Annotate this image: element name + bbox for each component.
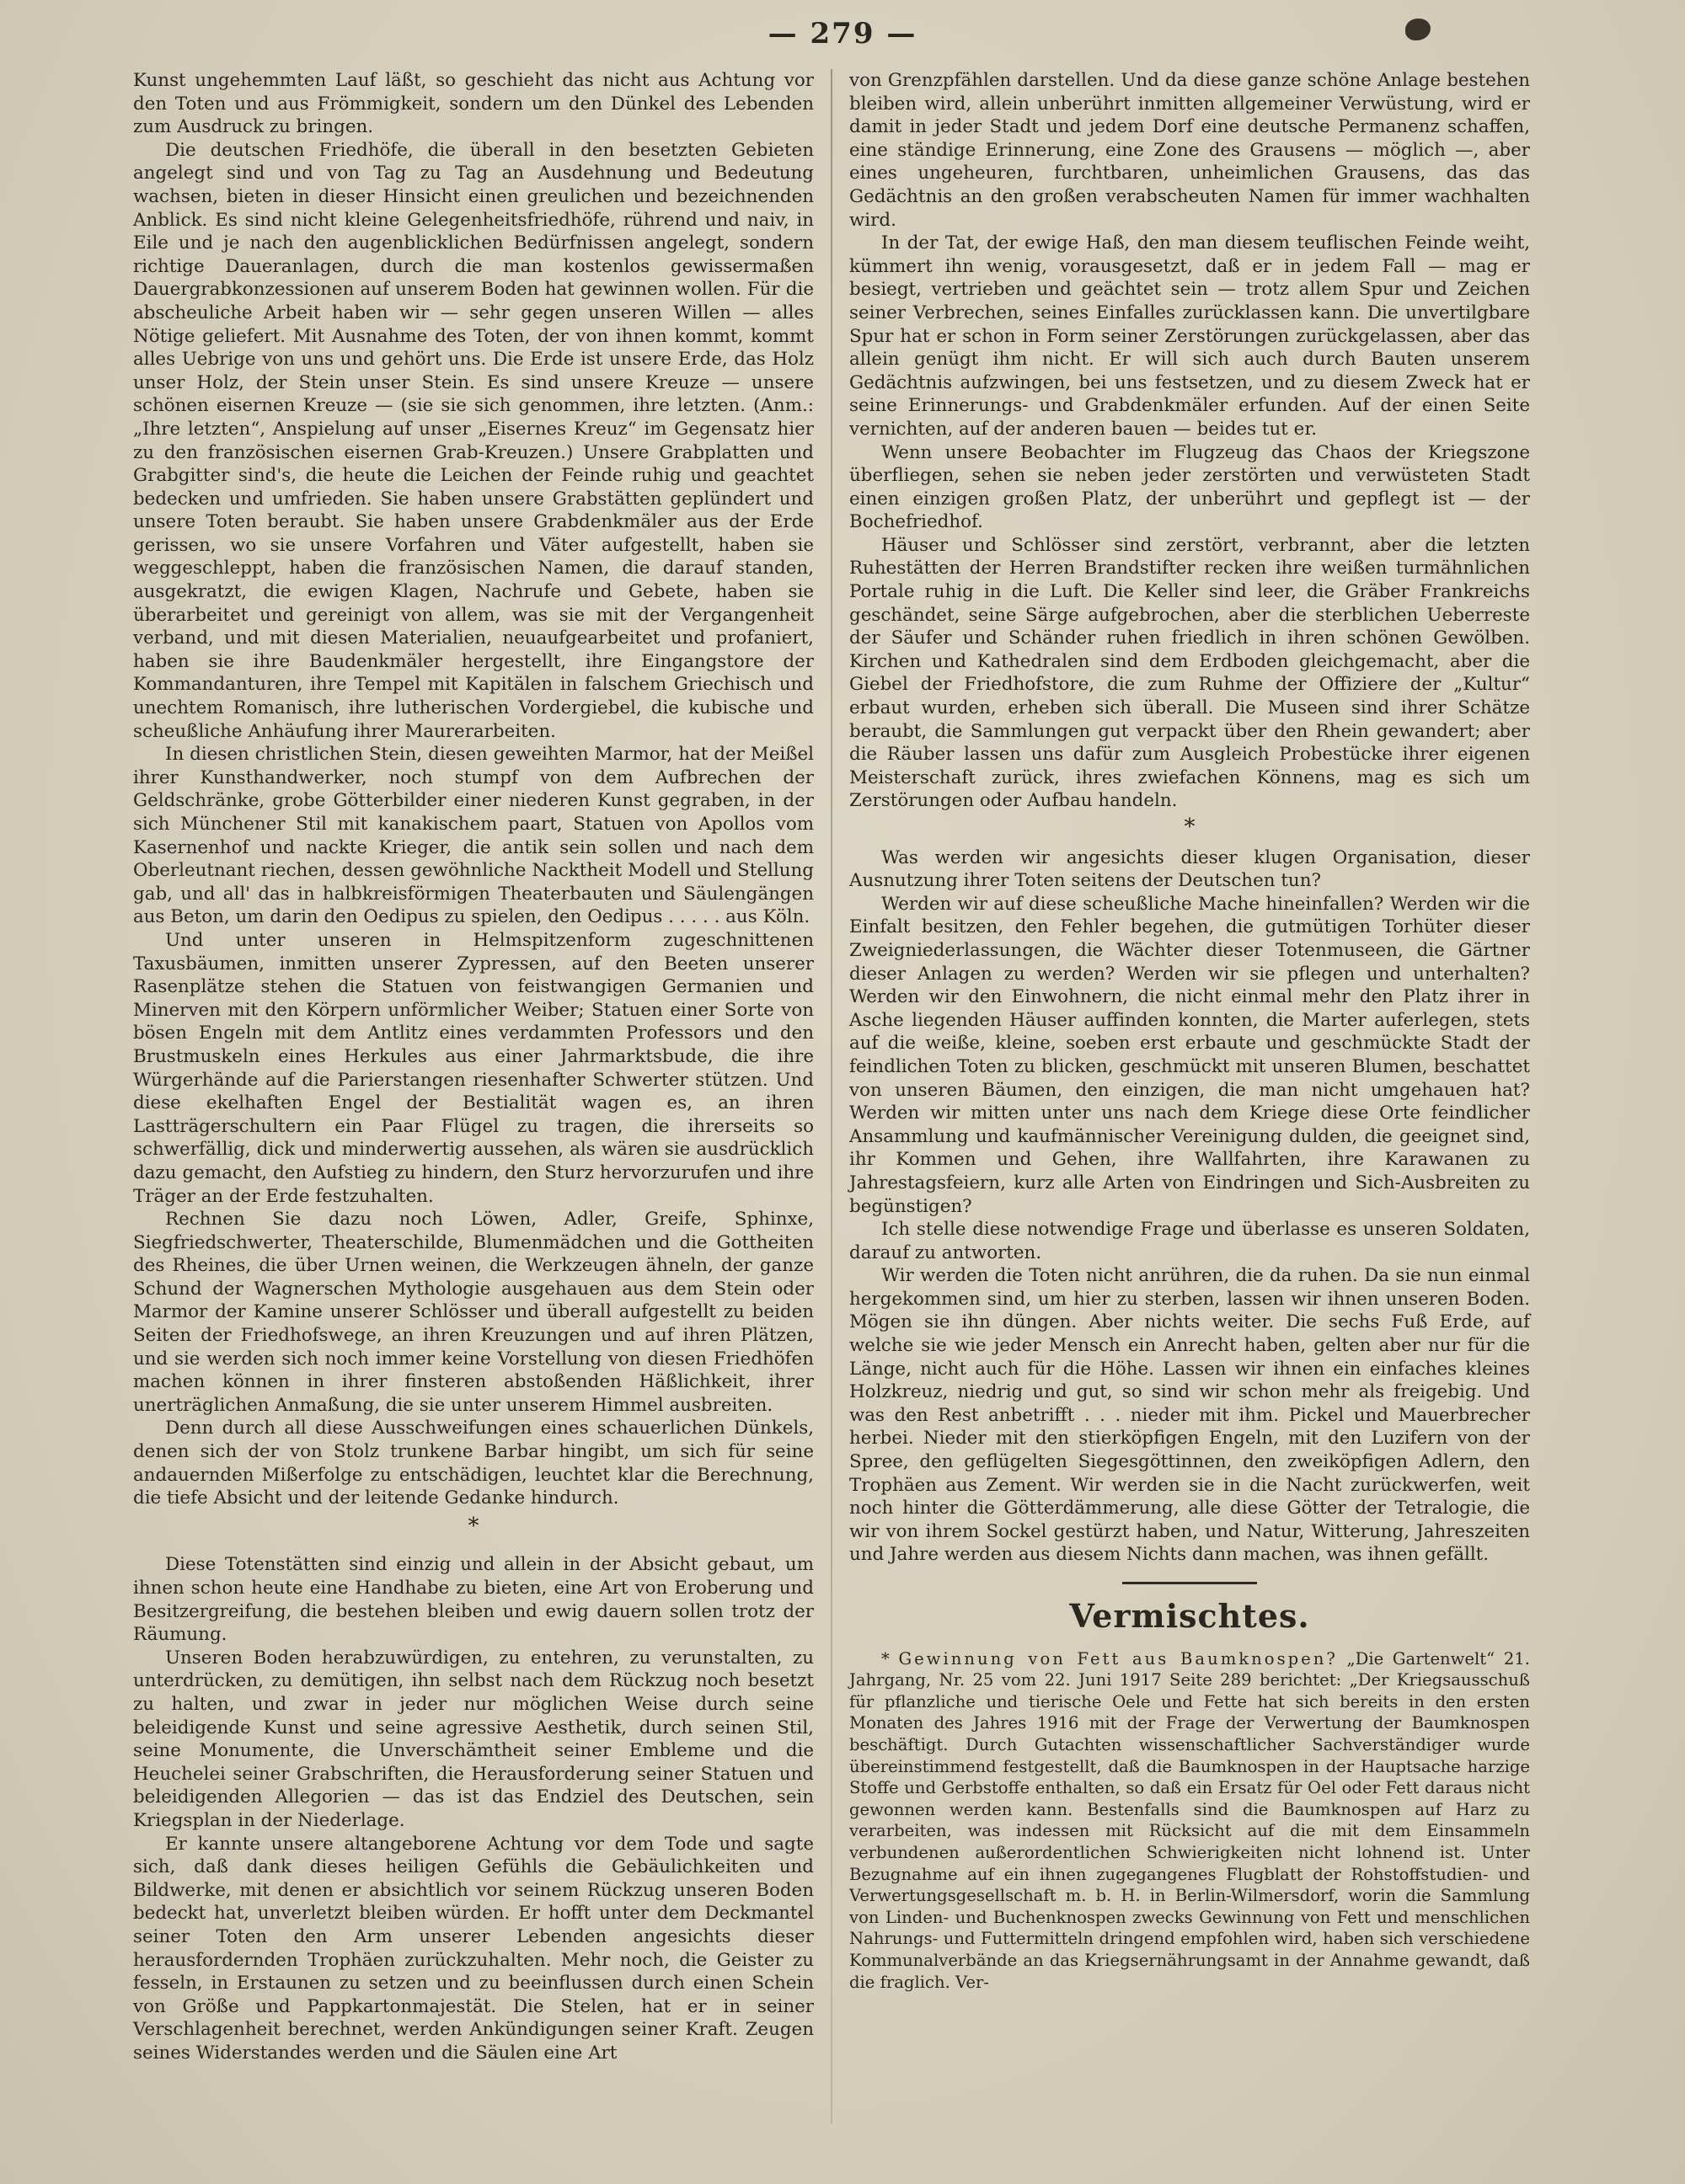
left-column (133, 69, 814, 2064)
page-number: — 279 — (768, 17, 917, 51)
misc-article-star: * (881, 1648, 899, 1669)
left-paragraph-1: Kunst ungehemmten Lauf läßt, so geschieht das nicht aus Achtung vor den Toten und aus Frömmigkeit, sondern um den Dünkel des Lebenden zum Ausdruck zu bringen. (133, 70, 814, 138)
section-separator-star: * (1184, 814, 1196, 840)
right-paragraph-5: Was werden wir angesichts dieser klugen Organisation, dieser Ausnutzung ihrer Toten seitens der Deutschen tun? (849, 846, 1530, 892)
left-paragraph-9: Er kannte unsere altangeborene Achtung vor dem Tode und sagte sich, daß dank dieses heiligen Gefühls die Gebäulichkeiten und Bildwerke, mit denen er absichtlich vor seinem Rückzug unseren Boden bedeckt hat, unverletzt bleiben würden. Er hofft unter dem Deckmantel seiner Toten den Arm unserer Lebenden angesichts dieser herausfordernden Trophäen zurückzuhalten. Mehr noch, die Geister zu fesseln, in Erstaunen zu setzen und zu beeinflussen durch einen Schein von Größe und Pappkartonmajestät. Die Stelen, hat er in seiner Verschlagenheit berechnet, werden Ankündigungen seiner Kraft. Zeugen seines Widerstandes werden und die Säulen eine Art (133, 1833, 814, 2064)
left-paragraph-2: Die deutschen Friedhöfe, die überall in den besetzten Gebieten angelegt sind und von Tag zu Tag an Ausdehnung und Bedeutung wachsen, bieten in dieser Hinsicht einen greulichen und bezeichnenden Anblick. Es sind nicht kleine Gelegenheitsfriedhöfe, rührend und naiv, in Eile und je nach den augenblicklichen Bedürfnissen angelegt, sondern richtige Daueranlagen, durch die man kostenlos gewissermaßen Dauergrabkonzessionen auf unserem Boden hat gewinnen wollen. Für die abscheuliche Arbeit haben wir — sehr gegen unseren Willen — alles Nötige geliefert. Mit Ausnahme des Toten, der von ihnen kommt, kommt alles Uebrige von uns und gehört uns. Die Erde ist unsere Erde, das Holz unser Holz, der Stein unser Stein. Es sind unsere Kreuze — unsere schönen eisernen Kreuze — (sie sie sich genommen, ihre letzten. (Anm.: „Ihre letzten“, Anspielung auf unser „Eisernes Kreuz“ im Gegensatz hier zu den französischen eisernen Grab-Kreuzen.) Unsere Grabplatten und Grabgitter sind's, die heute die Leichen der Feinde ruhig und geachtet bedecken und umfrieden. Sie haben unsere Grabstätten geplündert und unsere Toten beraubt. Sie haben unsere Grabdenkmäler aus der Erde gerissen, wo sie unsere Vorfahren und Väter aufgestellt, haben sie weggeschleppt, haben die französischen Namen, die darauf standen, ausgekratzt, die ewigen Klagen, Nachrufe und Gebete, haben sie überarbeitet und gereinigt von allem, was sie mit der Vergangenheit verband, und mit diesen Materialien, neuaufgearbeitet und profaniert, haben sie ihre Baudenkmäler hergestellt, ihre Eingangstore der Kommandanturen, ihre Tempel mit Kapitälen in falschem Griechisch und unechtem Romanisch, ihre lutherischen Vordergiebel, die kubische und scheußliche Anhäufung ihrer Maurerarbeiten. (133, 139, 814, 742)
right-paragraph-4: Häuser und Schlösser sind zerstört, verbrannt, aber die letzten Ruhestätten der Herren Brandstifter recken ihre weißen turmähnlichen Portale ruhig in die Luft. Die Keller sind leer, die Gräber Frankreichs geschändet, seine Särge aufgebrochen, aber die sterblichen Ueberreste der Säufer und Schänder ruhen friedlich in ihren schönen Gewölben. Kirchen und Kathedralen sind dem Erdboden gleichgemacht, aber die Giebel der Friedhofstore, die zum Ruhme der Offiziere der „Kultur“ erbaut wurden, erheben sich überall. Die Museen sind ihrer Schätze beraubt, die Sammlungen gut verpackt über den Rhein gewandert; aber die Räuber lassen uns dafür zum Ausgleich Probestücke ihrer eigenen Meisterschaft zurück, ihres zwiefachen Könnens, mag es sich um Zerstörungen oder Aufbau handeln. (849, 534, 1530, 812)
right-paragraph-8: Wir werden die Toten nicht anrühren, die da ruhen. Da sie nun einmal hergekommen sind, um hier zu sterben, lassen wir ihnen unseren Boden. Mögen sie ihn düngen. Aber nichts weiter. Die sechs Fuß Erde, auf welche sie wie jeder Mensch ein Anrecht haben, gelten aber nur für die Länge, nicht auch für die Höhe. Lassen wir ihnen ein einfaches kleines Holzkreuz, niedrig und gut, so sind wir schon mehr als freigebig. Und was den Rest anbetrifft . . . nieder mit ihm. Pickel und Mauerbrecher herbei. Nieder mit den stierköpfigen Engeln, mit den Luzifern von der Spree, den geflügelten Siegesgöttinnen, den zweiköpfigen Adlern, den Trophäen aus Zement. Wir werden sie in die Nacht zurückwerfen, weit noch hinter die Götterdämmerung, alle diese Götter der Tetralogie, die wir von ihrem Sockel gestürzt haben, und Natur, Witterung, Jahreszeiten und Jahre werden aus diesem Nichts dann machen, was ihnen gefällt. (849, 1265, 1530, 1566)
section-divider (1122, 1582, 1257, 1584)
misc-article-headline: Gewinnung von Fett aus Baumknospen? (898, 1648, 1338, 1669)
misc-article (849, 1648, 1530, 1994)
left-paragraph-8: Unseren Boden herabzuwürdigen, zu entehren, zu verunstalten, zu unterdrücken, zu demütigen, ihn selbst nach dem Rückzug noch besetzt zu halten, und zwar in jeder nur möglichen Weise durch seine beleidigende Kunst und seine agressive Aesthetik, durch seinen Stil, seine Monumente, die Unverschämtheit seiner Embleme und die Heuchelei seiner Grabschriften, die Herausforderung seiner Statuen und beleidigenden Allegorien — das ist das Endziel des Deutschen, sein Kriegsplan in der Niederlage. (133, 1647, 814, 1831)
right-column (849, 69, 1530, 1993)
right-paragraph-3: Wenn unsere Beobachter im Flugzeug das Chaos der Kriegszone überfliegen, sehen sie neben jeder zerstörten und verwüsteten Stadt einen einzigen großen Platz, der unberührt und gepflegt ist — der Bochefriedhof. (849, 441, 1530, 533)
right-paragraph-2: In der Tat, der ewige Haß, den man diesem teuflischen Feinde weiht, kümmert ihn wenig, vorausgesetzt, daß er in jedem Fall — mag er besiegt, vertrieben und geächtet sein — trotz allem Spur und Zeichen seiner Verbrechen, seines Einfalles zurücklassen kann. Die unvertilgbare Spur hat er schon in Form seiner Zerstörungen zurückgelassen, aber das allein genügt ihm nicht. Er will sich auch durch Bauten unserem Gedächtnis aufzwingen, bei uns festsetzen, und zu diesem Zweck hat er seine Erinnerungs- und Grabdenkmäler erfunden. Auf der einen Seite vernichten, auf der anderen bauen — beides tut er. (849, 232, 1530, 440)
right-paragraph-1: von Grenzpfählen darstellen. Und da diese ganze schöne Anlage bestehen bleiben wird, allein unberührt inmitten allgemeiner Verwüstung, wird er damit in jeder Stadt und jedem Dorf eine deutsche Permanenz schaffen, eine ständige Erinnerung, eine Zone des Grausens — möglich —, aber eines ungeheuren, furchtbaren, unheimlichen Grausens, das das Gedächtnis an den großen verabscheuten Namen für immer wachhalten wird. (849, 70, 1530, 231)
column-divider (831, 69, 832, 2124)
right-paragraph-6: Werden wir auf diese scheußliche Mache hineinfallen? Werden wir die Einfalt besitzen, den Fehler begehen, die gutmütigen Torhüter dieser Zweigniederlassungen, die Wächter dieser Totenmuseen, die Gärtner dieser Anlagen zu werden? Werden wir sie pflegen und unterhalten? Werden wir den Einwohnern, die nicht einmal mehr den Platz ihrer in Asche liegenden Häuser auffinden konnten, die Marter auferlegen, stets auf die weiße, kleine, soeben erst erbaute und geschmückte Stadt der feindlichen Toten zu blicken, geschmückt mit unseren Blumen, beschattet von unseren Bäumen, den einzigen, die man nicht umgehauen hat? Werden wir mitten unter uns nach dem Kriege diese Orte feindlicher Ansammlung und kaufmännischer Vereinigung dulden, die geeignet sind, ihr Kommen und Gehen, ihre Wallfahrten, ihre Karawanen zu Jahrestagsfeiern, kurz alle Arten von Eindringen und Sich-Ausbreiten zu begünstigen? (849, 893, 1530, 1217)
left-paragraph-6: Denn durch all diese Ausschweifungen eines schauerlichen Dünkels, denen sich der von Stolz trunkene Barbar hingibt, um sich für seine andauernden Mißerfolge zu entschädigen, leuchtet klar die Berechnung, die tiefe Absicht und der leitende Gedanke hindurch. (133, 1418, 814, 1509)
left-paragraph-3: In diesen christlichen Stein, diesen geweihten Marmor, hat der Meißel ihrer Kunsthandwerker, noch stumpf von dem Aufbrechen der Geldschränke, grobe Götterbilder einer niederen Kunst gegraben, in der sich Münchener Stil mit kanakischem paart, Statuen von Apollos vom Kasernenhof und nackte Krieger, die antik sein sollen und nach dem Oberleutnant riechen, dessen gewöhnliche Nacktheit Modell und Stellung gab, und all' das in halbkreisförmigen Theaterbauten und Säulengängen aus Beton, um darin den Oedipus zu spielen, den Oedipus . . . . . aus Köln. (133, 744, 814, 928)
left-paragraph-7: Diese Totenstätten sind einzig und allein in der Absicht gebaut, um ihnen schon heute eine Handhabe zu bieten, eine Art von Eroberung und Besitzergreifung, die bestehen bleiben und ewig dauern sollen trotz der Räumung. (133, 1554, 814, 1646)
right-paragraph-7: Ich stelle diese notwendige Frage und überlasse es unseren Soldaten, darauf zu antworten. (849, 1219, 1530, 1263)
left-paragraph-4: Und unter unseren in Helmspitzenform zugeschnittenen Taxusbäumen, inmitten unserer Zypressen, auf den Beeten unserer Rasenplätze stehen die Statuen von feistwangigen Germanien und Minerven mit den Körpern unförmlicher Weiber; Statuen einer Sorte von bösen Engeln mit dem Antlitz eines verdammten Professors und den Brustmuskeln eines Herkules aus einer Jahrmarktsbude, die ihre Würgerhände auf die Parierstangen riesenhafter Schwerter stützen. Und diese ekelhaften Engel der Bestialität wagen es, an ihren Lastträgerschultern ein Paar Flügel zu tragen, die ihrerseits so schwerfällig, dick und minderwertig aussehen, als wären sie ausdrücklich dazu gemacht, den Aufstieg zu hindern, den Sturz hervorzurufen und ihre Träger an der Erde festzuhalten. (133, 929, 814, 1207)
misc-article-body: „Die Gartenwelt“ 21. Jahrgang, Nr. 25 vom 22. Juni 1917 Seite 289 berichtet: „Der Kriegsausschuß für pflanzliche und tierische Oele und Fette hat sich bereits in den ersten Monaten des Jahres 1916 mit der Frage der Verwertung der Baumknospen beschäftigt. Durch Gutachten wissenschaftlicher Sachverständiger wurde übereinstimmend festgestellt, daß die Baumknospen in der Hauptsache harzige Stoffe und Gerbstoffe enthalten, so daß ein Ersatz für Oel oder Fett daraus nicht gewonnen werden kann. Bestenfalls sind die Baumknospen auf Harz zu verarbeiten, was indessen mit Rücksicht auf die mit dem Einsammeln verbundenen außerordentlichen Schwierigkeiten nicht lohnend ist. Unter Bezugnahme auf ein ihnen zugegangenes Flugblatt der Rohstoffstudien- und Verwertungsgesellschaft m. b. H. in Berlin-Wilmersdorf, worin die Sammlung von Linden- und Buchenknospen zwecks Gewinnung von Fett und menschlichen Nahrungs- und Futtermitteln dringend empfohlen wird, haben sich verschiedene Kommunalverbände an das Kriegsernährungsamt in der Annahme gewandt, daß die fraglich. Ver- (849, 1648, 1530, 1992)
section-separator-star: * (468, 1513, 479, 1539)
section-title: Vermischtes. (1069, 1597, 1310, 1635)
left-paragraph-5: Rechnen Sie dazu noch Löwen, Adler, Greife, Sphinxe, Siegfriedschwerter, Theaterschilde, Blumenmädchen und die Gottheiten des Rheines, die über Urnen weinen, die Werkzeugen ähneln, der ganze Schund der Wagnerschen Mythologie ausgehauen aus dem Stein oder Marmor der Kamine unserer Schlösser und überall aufgestellt zu beiden Seiten der Friedhofswege, an ihren Kreuzungen und auf ihren Plätzen, und sie werden sich noch immer keine Vorstellung von diesen Friedhöfen machen können in ihrer finsteren abstoßenden Häßlichkeit, ihrer unerträglichen Anmaßung, die sie unter unserem Himmel ausbreiten. (133, 1209, 814, 1416)
